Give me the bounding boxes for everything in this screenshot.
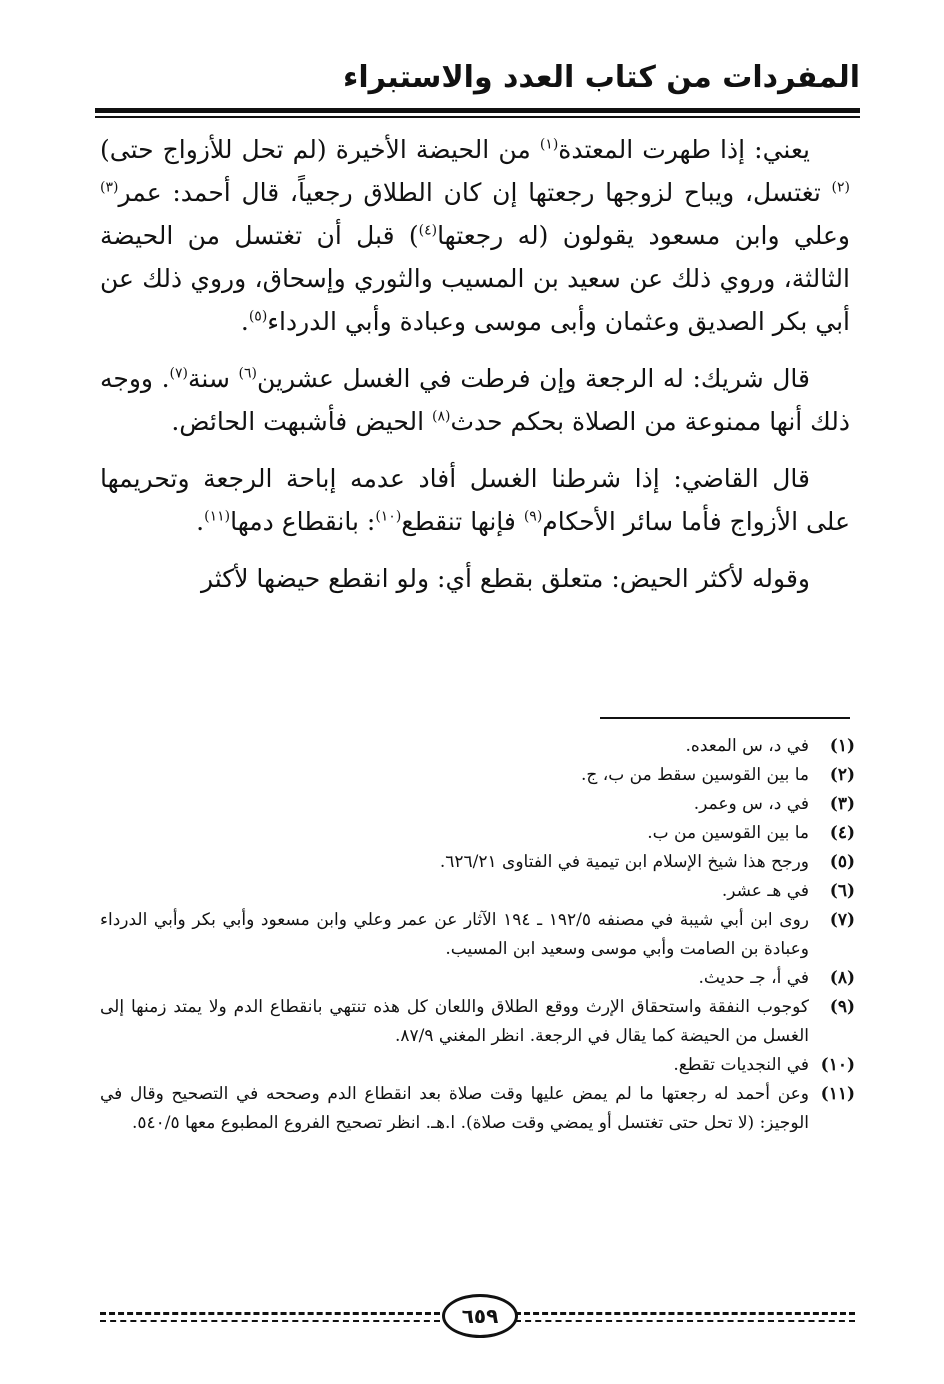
footnote-ref-1: (١): [539, 136, 559, 153]
footnote-7: [100, 906, 855, 964]
footnote-separator: [600, 717, 850, 719]
footnote-5: [100, 848, 855, 877]
paragraph-1-text: ) قبل أن تغتسل من الحيضة الثالثة، وروي ذلك عن سعيد بن المسيب والثوري وإسحاق، وروي ذلك عن أبي بكر الصديق وعثمان وأبى موسى وعبادة وأبي الدرداء: [100, 221, 850, 336]
footnote-ref-2: (٢): [831, 179, 850, 196]
footnote-9: [100, 993, 855, 1051]
footnote-3: [100, 790, 855, 819]
paragraph-1-text: يعني: إذا طهرت المعتدة: [558, 135, 810, 164]
footnote-number: (٧): [829, 910, 855, 930]
footnote-4: [100, 819, 855, 848]
paragraph-2-text: الحيض فأشبهت الحائض.: [171, 407, 433, 436]
page-footer: [100, 1290, 855, 1340]
footnote-2: [100, 761, 855, 790]
footnote-8: [100, 964, 855, 993]
paragraph-3: [100, 457, 850, 543]
paragraph-1-text: وعلي وابن مسعود يقولون (له رجعتها: [437, 221, 850, 250]
footnote-text: كوجوب النفقة واستحقاق الإرث ووقع الطلاق واللعان كل هذه تنتهي بانقطاع الدم ولا يمتد زمنها إلى الغسل من الحيضة كما يقال في الرجعة. انظر المغني ٨٧/٩.: [100, 997, 809, 1046]
footnote-11: [100, 1080, 855, 1138]
header-rule-thin: [95, 116, 860, 118]
footnote-1: [100, 732, 855, 761]
footnote-number: (١١): [820, 1084, 855, 1104]
paragraph-2: [100, 357, 850, 443]
footnote-ref-3: (٣): [100, 179, 119, 196]
footnotes: [100, 732, 855, 1138]
paragraph-2-text: قال شريك: له الرجعة وإن فرطت في الغسل عشرين: [256, 364, 811, 393]
paragraph-4: وقوله لأكثر الحيض: متعلق بقطع أي: ولو انقطع حيضها لأكثر: [200, 564, 810, 593]
footer-dashed-rule: [515, 1312, 855, 1315]
paragraph-3-text: قال القاضي: إذا شرطنا الغسل أفاد عدمه إباحة الرجعة وتحريمها على الأزواج فأما سائر الأحكام: [100, 464, 850, 536]
paragraph-2-text: سنة: [188, 364, 239, 393]
running-title: المفردات من كتاب العدد والاستبراء: [343, 60, 860, 95]
footnote-number: (١): [829, 736, 855, 756]
paragraph-1-text: من الحيضة الأخيرة (لم تحل للأزواج حتى): [100, 135, 540, 164]
footnote-ref-7: (٧): [169, 365, 188, 382]
footnote-text: ما بين القوسين من ب.: [647, 823, 809, 843]
footnote-text: ما بين القوسين سقط من ب، ج.: [580, 765, 809, 785]
footnote-number: (١٠): [820, 1055, 855, 1075]
footnote-text: في أ، جـ حديث.: [698, 968, 809, 988]
footer-dashed-rule: [100, 1320, 440, 1322]
footnote-text: في د، س وعمر.: [693, 794, 809, 814]
footnote-text: روى ابن أبي شيبة في مصنفه ١٩٢/٥ ـ ١٩٤ الآثار عن عمر وعلي وابن مسعود وأبي بكر وأبي الدرداء وعبادة بن الصامت وأبي موسى وسعيد ابن المسيب.: [100, 910, 809, 959]
footnote-number: (٤): [829, 823, 855, 843]
paragraph-3-text: : بانقطاع دمها: [230, 507, 376, 536]
paragraph-3-text: .: [196, 507, 205, 536]
footnote-ref-5: (٥): [248, 308, 268, 325]
footnote-text: ورجح هذا شيخ الإسلام ابن تيمية في الفتاوى ٦٢٦/٢١.: [439, 852, 809, 872]
footnote-number: (٢): [829, 765, 855, 785]
footnote-ref-6: (٦): [238, 365, 257, 382]
paragraph-3-text: فإنها تنقطع: [401, 507, 524, 536]
footnote-ref-9: (٩): [523, 508, 543, 525]
header-rule-thick: [95, 108, 860, 113]
footnote-ref-8: (٨): [432, 408, 451, 425]
page-number: ٦٥٩: [442, 1294, 518, 1338]
paragraph-1: [100, 128, 850, 343]
footnote-text: في د، س المعده.: [685, 736, 809, 756]
footnote-ref-10: (١٠): [375, 508, 402, 525]
footnote-ref-4: (٤): [418, 222, 438, 239]
footer-dashed-rule: [515, 1320, 855, 1322]
footnote-number: (٦): [829, 881, 855, 901]
main-text: [100, 128, 850, 600]
footnote-number: (٥): [829, 852, 855, 872]
footnote-text: في النجديات تقطع.: [673, 1055, 809, 1075]
footnote-6: [100, 877, 855, 906]
footnote-number: (٩): [829, 997, 855, 1017]
footnote-text: في هـ عشر.: [721, 881, 809, 901]
footnote-number: (٣): [829, 794, 855, 814]
footnote-text: وعن أحمد له رجعتها ما لم يمض عليها وقت صلاة بعد انقطاع الدم وصححه في التصحيح وقال في الوجيز: (لا تحل حتى تغتسل أو يمضي وقت صلاة). ا.هـ. انظر تصحيح الفروع المطبوع معها ٥٤٠/٥.: [100, 1084, 809, 1133]
footnote-10: [100, 1051, 855, 1080]
paragraph-1-text: تغتسل، ويباح لزوجها رجعتها إن كان الطلاق رجعياً، قال أحمد: عمر: [118, 178, 832, 207]
footer-dashed-rule: [100, 1312, 440, 1315]
footnote-number: (٨): [829, 968, 855, 988]
paragraph-1-text: .: [240, 307, 249, 336]
paragraph-2-text: . ووجه ذلك أنها ممنوعة من الصلاة بحكم حدث: [100, 364, 850, 436]
footnote-ref-11: (١١): [204, 508, 231, 525]
